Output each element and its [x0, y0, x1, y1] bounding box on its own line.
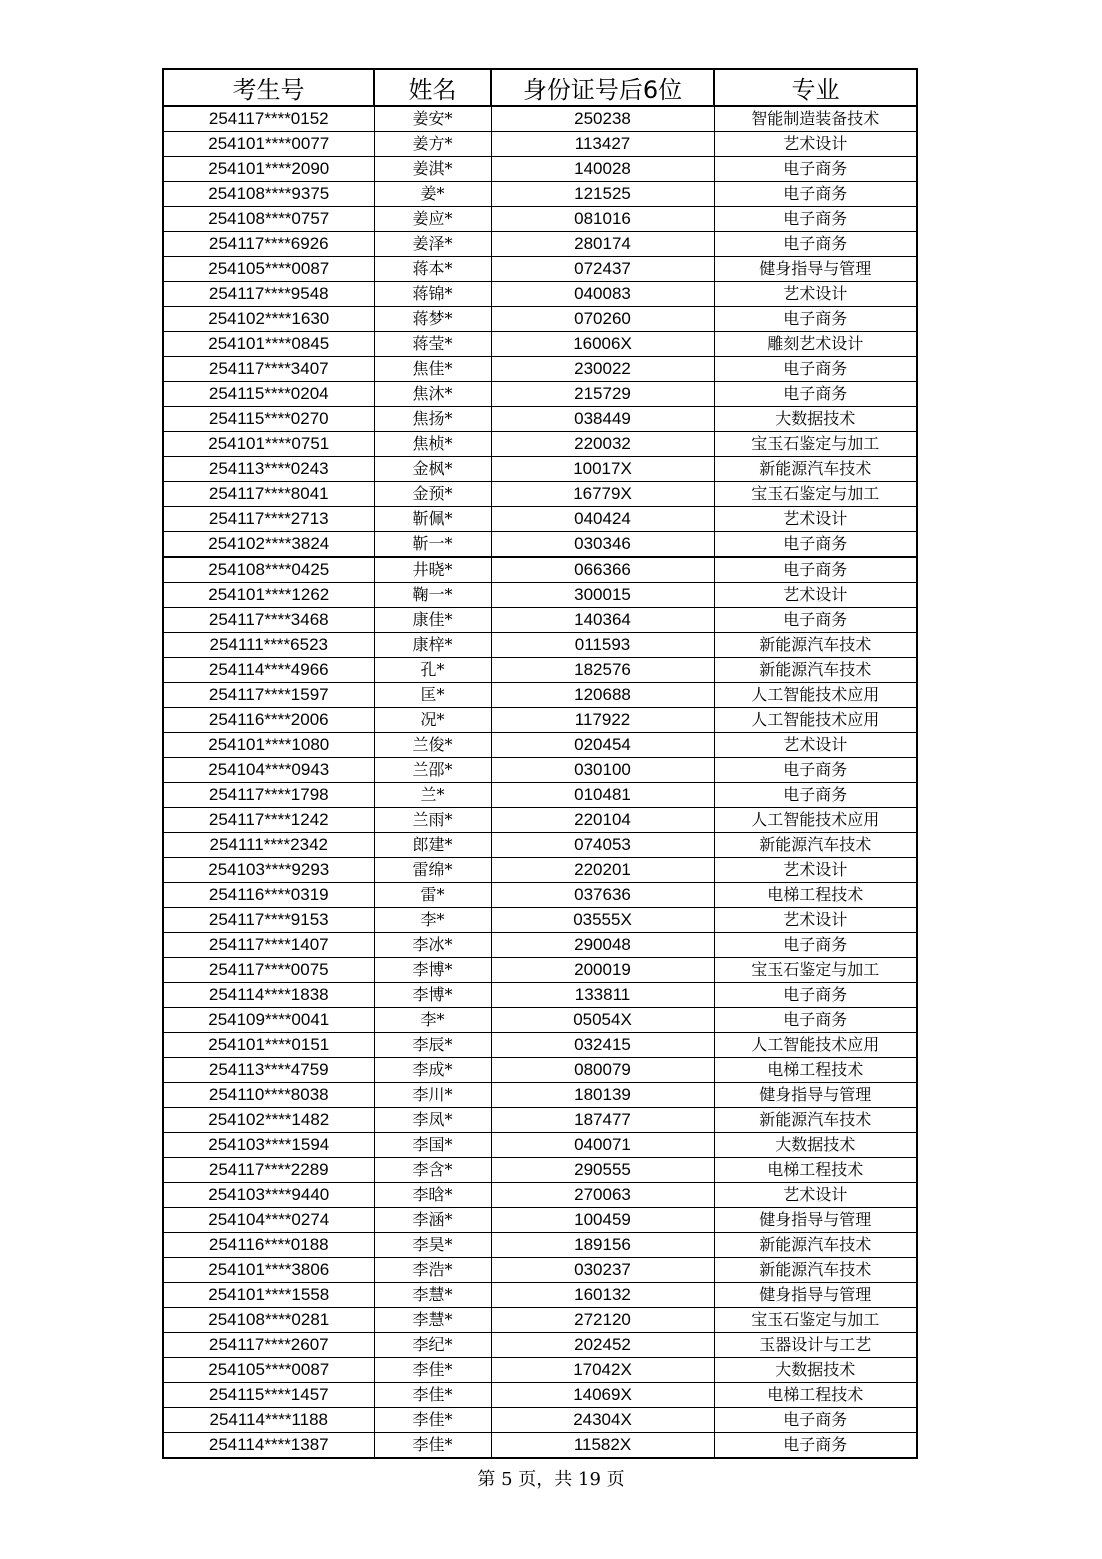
table-row [163, 1258, 917, 1283]
table-row [163, 307, 917, 332]
cell-name: 蒋莹* [374, 332, 491, 357]
cell-name: 雷* [374, 883, 491, 908]
cell-id-last6: 074053 [491, 833, 714, 858]
cell-name: 李辰* [374, 1033, 491, 1058]
cell-id-last6: 202452 [491, 1333, 714, 1358]
cell-exam-number: 254111****2342 [163, 833, 374, 858]
table-row [163, 1183, 917, 1208]
cell-exam-number: 254117****1407 [163, 933, 374, 958]
cell-exam-number: 254116****0188 [163, 1233, 374, 1258]
cell-exam-number: 254111****6523 [163, 633, 374, 658]
admission-table [162, 68, 918, 1459]
cell-exam-number: 254104****0943 [163, 758, 374, 783]
cell-name: 李含* [374, 1158, 491, 1183]
cell-id-last6: 070260 [491, 307, 714, 332]
cell-major: 电子商务 [714, 232, 917, 257]
cell-name: 李慧* [374, 1308, 491, 1333]
cell-name: 姜应* [374, 207, 491, 232]
cell-exam-number: 254114****4966 [163, 658, 374, 683]
cell-name: 焦沐* [374, 382, 491, 407]
cell-major: 新能源汽车技术 [714, 833, 917, 858]
cell-id-last6: 230022 [491, 357, 714, 382]
cell-major: 电子商务 [714, 357, 917, 382]
cell-id-last6: 03555X [491, 908, 714, 933]
cell-name: 姜安* [374, 106, 491, 132]
cell-name: 李纪* [374, 1333, 491, 1358]
table-row [163, 182, 917, 207]
cell-exam-number: 254114****1838 [163, 983, 374, 1008]
table-row [163, 858, 917, 883]
cell-id-last6: 032415 [491, 1033, 714, 1058]
header-row [163, 69, 917, 106]
cell-exam-number: 254101****2090 [163, 157, 374, 182]
cell-major: 电子商务 [714, 608, 917, 633]
cell-name: 兰雨* [374, 808, 491, 833]
cell-id-last6: 040424 [491, 507, 714, 532]
table-row [163, 332, 917, 357]
table-row [163, 758, 917, 783]
cell-name: 姜方* [374, 132, 491, 157]
cell-id-last6: 140028 [491, 157, 714, 182]
cell-id-last6: 011593 [491, 633, 714, 658]
cell-id-last6: 16779X [491, 482, 714, 507]
cell-major: 新能源汽车技术 [714, 1108, 917, 1133]
cell-exam-number: 254117****1798 [163, 783, 374, 808]
header-id-last6: 身份证号后6位 [491, 69, 714, 106]
cell-id-last6: 05054X [491, 1008, 714, 1033]
cell-major: 电子商务 [714, 758, 917, 783]
table-row [163, 207, 917, 232]
cell-exam-number: 254113****4759 [163, 1058, 374, 1083]
table-row [163, 232, 917, 257]
cell-major: 电子商务 [714, 157, 917, 182]
cell-exam-number: 254108****9375 [163, 182, 374, 207]
cell-id-last6: 030237 [491, 1258, 714, 1283]
cell-major: 人工智能技术应用 [714, 683, 917, 708]
table-row [163, 883, 917, 908]
cell-major: 电子商务 [714, 307, 917, 332]
cell-id-last6: 270063 [491, 1183, 714, 1208]
cell-major: 新能源汽车技术 [714, 1258, 917, 1283]
cell-name: 焦佳* [374, 357, 491, 382]
cell-name: 况* [374, 708, 491, 733]
cell-name: 姜淇* [374, 157, 491, 182]
table-row [163, 633, 917, 658]
cell-major: 电子商务 [714, 983, 917, 1008]
table-row [163, 557, 917, 583]
cell-id-last6: 038449 [491, 407, 714, 432]
table-row [163, 983, 917, 1008]
cell-id-last6: 300015 [491, 583, 714, 608]
cell-major: 宝玉石鉴定与加工 [714, 432, 917, 457]
header-name: 姓名 [374, 69, 491, 106]
cell-major: 艺术设计 [714, 858, 917, 883]
cell-name: 匡* [374, 683, 491, 708]
cell-id-last6: 030100 [491, 758, 714, 783]
table-row [163, 1408, 917, 1433]
cell-name: 李佳* [374, 1433, 491, 1459]
cell-exam-number: 254114****1387 [163, 1433, 374, 1459]
cell-id-last6: 081016 [491, 207, 714, 232]
table-row [163, 1108, 917, 1133]
table-row [163, 1308, 917, 1333]
cell-major: 健身指导与管理 [714, 1083, 917, 1108]
cell-major: 人工智能技术应用 [714, 808, 917, 833]
cell-id-last6: 080079 [491, 1058, 714, 1083]
cell-exam-number: 254103****1594 [163, 1133, 374, 1158]
cell-major: 雕刻艺术设计 [714, 332, 917, 357]
table-row [163, 733, 917, 758]
table-row [163, 1208, 917, 1233]
table-row [163, 1283, 917, 1308]
cell-id-last6: 215729 [491, 382, 714, 407]
cell-name: 李佳* [374, 1408, 491, 1433]
cell-id-last6: 11582X [491, 1433, 714, 1459]
cell-exam-number: 254102****1482 [163, 1108, 374, 1133]
cell-major: 电子商务 [714, 382, 917, 407]
table-header [163, 69, 917, 106]
cell-id-last6: 290555 [491, 1158, 714, 1183]
cell-name: 井晓* [374, 557, 491, 583]
cell-id-last6: 200019 [491, 958, 714, 983]
cell-id-last6: 16006X [491, 332, 714, 357]
cell-exam-number: 254117****1242 [163, 808, 374, 833]
cell-id-last6: 140364 [491, 608, 714, 633]
table-row [163, 1008, 917, 1033]
cell-id-last6: 189156 [491, 1233, 714, 1258]
table-row [163, 783, 917, 808]
cell-exam-number: 254108****0425 [163, 557, 374, 583]
cell-major: 大数据技术 [714, 407, 917, 432]
page-footer: 第 5 页，共 19 页 [477, 1469, 625, 1490]
table-row [163, 608, 917, 633]
cell-name: 郎建* [374, 833, 491, 858]
cell-major: 艺术设计 [714, 583, 917, 608]
cell-major: 电子商务 [714, 933, 917, 958]
cell-name: 康梓* [374, 633, 491, 658]
cell-name: 李涵* [374, 1208, 491, 1233]
table-row [163, 257, 917, 282]
cell-major: 人工智能技术应用 [714, 1033, 917, 1058]
cell-exam-number: 254117****0075 [163, 958, 374, 983]
cell-id-last6: 010481 [491, 783, 714, 808]
cell-major: 电梯工程技术 [714, 883, 917, 908]
table-row [163, 357, 917, 382]
table-row [163, 1233, 917, 1258]
table-row [163, 908, 917, 933]
table-row [163, 482, 917, 507]
cell-major: 新能源汽车技术 [714, 633, 917, 658]
cell-name: 靳佩* [374, 507, 491, 532]
cell-major: 电子商务 [714, 1433, 917, 1459]
cell-major: 电子商务 [714, 207, 917, 232]
cell-major: 艺术设计 [714, 132, 917, 157]
cell-major: 人工智能技术应用 [714, 708, 917, 733]
cell-name: 李博* [374, 983, 491, 1008]
cell-id-last6: 182576 [491, 658, 714, 683]
cell-id-last6: 030346 [491, 532, 714, 558]
cell-id-last6: 24304X [491, 1408, 714, 1433]
cell-major: 艺术设计 [714, 908, 917, 933]
cell-name: 兰* [374, 783, 491, 808]
table-row [163, 382, 917, 407]
cell-major: 电梯工程技术 [714, 1383, 917, 1408]
cell-name: 蒋梦* [374, 307, 491, 332]
cell-major: 健身指导与管理 [714, 1208, 917, 1233]
cell-name: 兰俊* [374, 733, 491, 758]
cell-name: 李佳* [374, 1358, 491, 1383]
cell-exam-number: 254117****6926 [163, 232, 374, 257]
cell-exam-number: 254117****3407 [163, 357, 374, 382]
cell-major: 宝玉石鉴定与加工 [714, 958, 917, 983]
table-row [163, 1383, 917, 1408]
table-row [163, 507, 917, 532]
table-row [163, 1358, 917, 1383]
cell-exam-number: 254117****2607 [163, 1333, 374, 1358]
cell-id-last6: 066366 [491, 557, 714, 583]
cell-id-last6: 187477 [491, 1108, 714, 1133]
cell-id-last6: 121525 [491, 182, 714, 207]
table-row [163, 407, 917, 432]
table-row [163, 958, 917, 983]
cell-id-last6: 160132 [491, 1283, 714, 1308]
cell-exam-number: 254117****2289 [163, 1158, 374, 1183]
cell-name: 金预* [374, 482, 491, 507]
table-row [163, 1433, 917, 1459]
cell-name: 李慧* [374, 1283, 491, 1308]
table-row [163, 1033, 917, 1058]
cell-exam-number: 254105****0087 [163, 1358, 374, 1383]
cell-name: 鞠一* [374, 583, 491, 608]
table-row [163, 106, 917, 132]
cell-name: 金枫* [374, 457, 491, 482]
cell-id-last6: 040083 [491, 282, 714, 307]
cell-exam-number: 254117****8041 [163, 482, 374, 507]
cell-major: 新能源汽车技术 [714, 457, 917, 482]
cell-major: 健身指导与管理 [714, 1283, 917, 1308]
cell-id-last6: 17042X [491, 1358, 714, 1383]
cell-exam-number: 254117****9153 [163, 908, 374, 933]
cell-exam-number: 254101****0751 [163, 432, 374, 457]
cell-exam-number: 254101****0077 [163, 132, 374, 157]
cell-exam-number: 254105****0087 [163, 257, 374, 282]
cell-exam-number: 254102****1630 [163, 307, 374, 332]
cell-exam-number: 254104****0274 [163, 1208, 374, 1233]
cell-major: 电子商务 [714, 532, 917, 558]
cell-name: 焦扬* [374, 407, 491, 432]
table-row [163, 157, 917, 182]
cell-major: 新能源汽车技术 [714, 658, 917, 683]
table-row [163, 457, 917, 482]
cell-exam-number: 254101****3806 [163, 1258, 374, 1283]
cell-major: 宝玉石鉴定与加工 [714, 482, 917, 507]
cell-id-last6: 272120 [491, 1308, 714, 1333]
cell-name: 李川* [374, 1083, 491, 1108]
cell-exam-number: 254114****1188 [163, 1408, 374, 1433]
table-row [163, 532, 917, 558]
table-row [163, 933, 917, 958]
cell-id-last6: 072437 [491, 257, 714, 282]
cell-major: 智能制造装备技术 [714, 106, 917, 132]
cell-id-last6: 113427 [491, 132, 714, 157]
cell-exam-number: 254110****8038 [163, 1083, 374, 1108]
cell-name: 李昊* [374, 1233, 491, 1258]
table-row [163, 1133, 917, 1158]
cell-id-last6: 100459 [491, 1208, 714, 1233]
cell-exam-number: 254117****9548 [163, 282, 374, 307]
cell-major: 电子商务 [714, 557, 917, 583]
cell-major: 宝玉石鉴定与加工 [714, 1308, 917, 1333]
cell-name: 靳一* [374, 532, 491, 558]
table-row [163, 658, 917, 683]
cell-name: 李凤* [374, 1108, 491, 1133]
cell-exam-number: 254116****2006 [163, 708, 374, 733]
table-body [163, 106, 917, 1458]
cell-id-last6: 280174 [491, 232, 714, 257]
cell-exam-number: 254101****1262 [163, 583, 374, 608]
table-row [163, 708, 917, 733]
cell-exam-number: 254113****0243 [163, 457, 374, 482]
cell-exam-number: 254115****1457 [163, 1383, 374, 1408]
cell-name: 李* [374, 908, 491, 933]
cell-name: 蒋锦* [374, 282, 491, 307]
cell-id-last6: 020454 [491, 733, 714, 758]
cell-exam-number: 254115****0270 [163, 407, 374, 432]
cell-major: 艺术设计 [714, 507, 917, 532]
cell-major: 艺术设计 [714, 733, 917, 758]
cell-id-last6: 120688 [491, 683, 714, 708]
cell-exam-number: 254101****0845 [163, 332, 374, 357]
cell-major: 新能源汽车技术 [714, 1233, 917, 1258]
cell-major: 玉器设计与工艺 [714, 1333, 917, 1358]
cell-name: 雷绵* [374, 858, 491, 883]
cell-id-last6: 220104 [491, 808, 714, 833]
cell-exam-number: 254103****9293 [163, 858, 374, 883]
cell-exam-number: 254117****1597 [163, 683, 374, 708]
header-major: 专业 [714, 69, 917, 106]
table-row [163, 132, 917, 157]
cell-exam-number: 254101****1558 [163, 1283, 374, 1308]
cell-major: 健身指导与管理 [714, 257, 917, 282]
cell-name: 李佳* [374, 1383, 491, 1408]
cell-id-last6: 180139 [491, 1083, 714, 1108]
cell-id-last6: 133811 [491, 983, 714, 1008]
cell-name: 姜* [374, 182, 491, 207]
cell-id-last6: 037636 [491, 883, 714, 908]
cell-id-last6: 220201 [491, 858, 714, 883]
table-row [163, 808, 917, 833]
cell-id-last6: 117922 [491, 708, 714, 733]
cell-name: 李博* [374, 958, 491, 983]
table-row [163, 683, 917, 708]
cell-exam-number: 254109****0041 [163, 1008, 374, 1033]
cell-id-last6: 250238 [491, 106, 714, 132]
table-row [163, 432, 917, 457]
cell-major: 电子商务 [714, 783, 917, 808]
cell-exam-number: 254116****0319 [163, 883, 374, 908]
cell-id-last6: 14069X [491, 1383, 714, 1408]
cell-exam-number: 254103****9440 [163, 1183, 374, 1208]
cell-exam-number: 254101****0151 [163, 1033, 374, 1058]
cell-exam-number: 254117****2713 [163, 507, 374, 532]
cell-major: 艺术设计 [714, 282, 917, 307]
cell-name: 焦桢* [374, 432, 491, 457]
cell-exam-number: 254108****0757 [163, 207, 374, 232]
cell-id-last6: 220032 [491, 432, 714, 457]
cell-name: 李成* [374, 1058, 491, 1083]
cell-exam-number: 254117****3468 [163, 608, 374, 633]
table-row [163, 1083, 917, 1108]
cell-exam-number: 254102****3824 [163, 532, 374, 558]
table-row [163, 1058, 917, 1083]
cell-name: 李浩* [374, 1258, 491, 1283]
cell-id-last6: 290048 [491, 933, 714, 958]
cell-major: 电子商务 [714, 1408, 917, 1433]
cell-name: 李晗* [374, 1183, 491, 1208]
table-row [163, 1333, 917, 1358]
cell-name: 李国* [374, 1133, 491, 1158]
cell-major: 电梯工程技术 [714, 1158, 917, 1183]
cell-major: 电子商务 [714, 1008, 917, 1033]
cell-exam-number: 254108****0281 [163, 1308, 374, 1333]
cell-exam-number: 254101****1080 [163, 733, 374, 758]
cell-id-last6: 040071 [491, 1133, 714, 1158]
cell-exam-number: 254117****0152 [163, 106, 374, 132]
cell-name: 康佳* [374, 608, 491, 633]
table-row [163, 1158, 917, 1183]
cell-major: 大数据技术 [714, 1358, 917, 1383]
cell-name: 蒋本* [374, 257, 491, 282]
cell-name: 姜泽* [374, 232, 491, 257]
cell-name: 李* [374, 1008, 491, 1033]
table-row [163, 282, 917, 307]
cell-major: 电梯工程技术 [714, 1058, 917, 1083]
cell-major: 大数据技术 [714, 1133, 917, 1158]
table-row [163, 833, 917, 858]
cell-name: 李冰* [374, 933, 491, 958]
table-row [163, 583, 917, 608]
cell-id-last6: 10017X [491, 457, 714, 482]
cell-name: 孔* [374, 658, 491, 683]
cell-major: 电子商务 [714, 182, 917, 207]
cell-exam-number: 254115****0204 [163, 382, 374, 407]
header-exam-number: 考生号 [163, 69, 374, 106]
cell-name: 兰邵* [374, 758, 491, 783]
cell-major: 艺术设计 [714, 1183, 917, 1208]
